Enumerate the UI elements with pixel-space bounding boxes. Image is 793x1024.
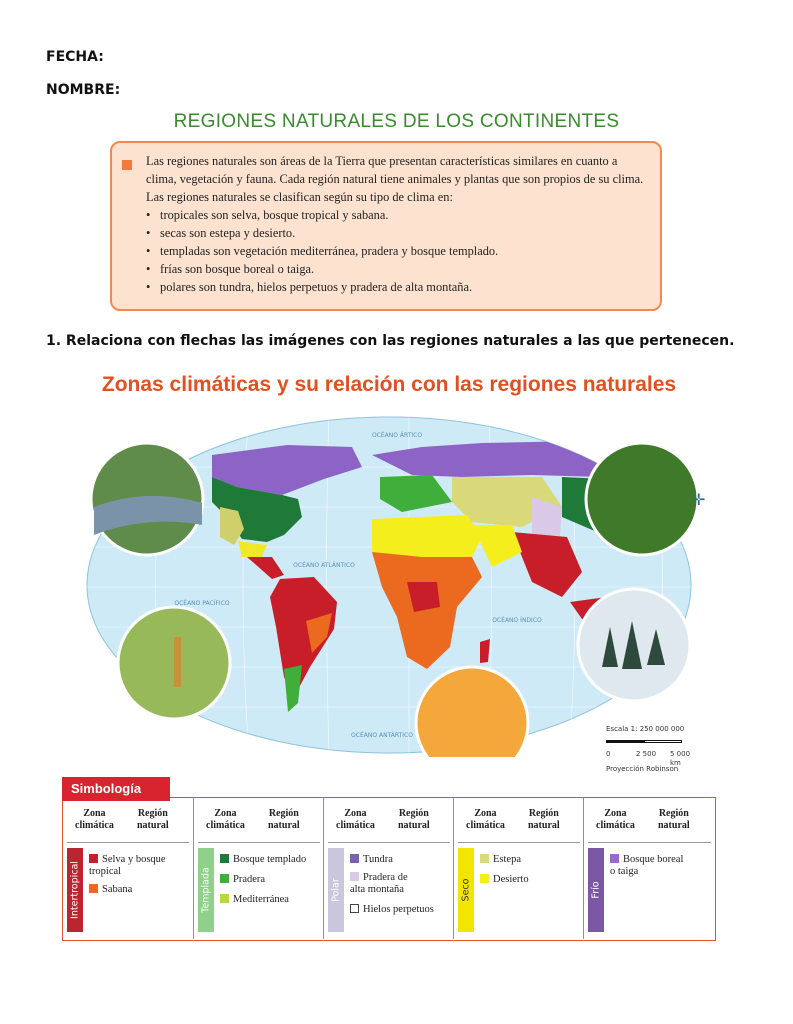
zone-bar-polar: Polar xyxy=(328,848,344,932)
swatch-desierto xyxy=(480,874,489,883)
info-paragraph: Las regiones naturales son áreas de la Tierra que presentan características similares en cuanto a clima, vegetación y fauna. Cada región natural tiene animales y plantas que son propios de su clima. Las regiones naturales se clasifican según su tipo de clima en: xyxy=(146,154,644,204)
region-header: Región natural xyxy=(658,808,690,831)
scale-title: Escala 1: 250 000 000 xyxy=(606,725,685,733)
page-title: REGIONES NATURALES DE LOS CONTINENTES xyxy=(173,111,620,132)
swatch-estepa xyxy=(480,854,489,863)
legend-item: Desierto xyxy=(480,874,529,886)
legend-item: Bosque boreal o taiga xyxy=(610,854,684,877)
map-figure xyxy=(62,367,716,941)
legend-column-intertropical xyxy=(63,798,193,939)
legend-item: Pradera de alta montaña xyxy=(350,872,408,895)
compass-icon: ✛ xyxy=(692,490,706,509)
swatch-sabana xyxy=(89,884,98,893)
legend-item: Pradera xyxy=(220,874,265,886)
projection-label: Proyección Robinson xyxy=(606,765,679,773)
swatch-bosque-boreal xyxy=(610,854,619,863)
legend-column-templada xyxy=(193,798,324,939)
ocean-label-antarctic: OCÉANO ANTÁRTICO xyxy=(351,732,413,739)
region-header: Región natural xyxy=(528,808,560,831)
map-heading: Zonas climáticas y su relación con las regiones naturales xyxy=(101,373,677,396)
zona-header: Zona climática xyxy=(206,808,245,831)
sahara xyxy=(372,515,482,557)
ocean-label-arctic: OCÉANO ÁRTICO xyxy=(371,432,423,439)
ocean-label-indian: OCÉANO ÍNDICO xyxy=(492,617,542,624)
zone-bar-seco: Seco xyxy=(458,848,474,932)
info-bullet: • secas son estepa y desierto. xyxy=(146,224,650,242)
zone-bar-intertropical: Intertropical xyxy=(67,848,83,932)
swatch-selva xyxy=(89,854,98,863)
legend-column-polar xyxy=(323,798,454,939)
swatch-pradera xyxy=(220,874,229,883)
scale-box xyxy=(606,725,702,774)
zona-header: Zona climática xyxy=(75,808,114,831)
info-bullet: • tropicales son selva, bosque tropical y sabana. xyxy=(146,206,650,224)
zone-bar-templada: Templada xyxy=(198,848,214,932)
legend-item: Hielos perpetuos xyxy=(350,904,434,916)
swatch-pradera-alta-montana xyxy=(350,872,359,881)
scale-bar xyxy=(606,736,682,748)
zona-header: Zona climática xyxy=(466,808,505,831)
legend-table xyxy=(62,797,716,941)
legend-item: Selva y bosque tropical xyxy=(89,854,166,877)
info-bullet: • templadas son vegetación mediterránea, pradera y bosque templado. xyxy=(146,242,650,260)
photo-tropical-forest xyxy=(586,443,698,555)
info-box xyxy=(110,141,662,311)
zone-bar-frio: Frío xyxy=(588,848,604,932)
scale-tick: 2 500 xyxy=(636,750,657,758)
region-header: Región natural xyxy=(137,808,169,831)
legend-item: Tundra xyxy=(350,854,393,866)
legend-column-seco xyxy=(453,798,584,939)
fecha-label: FECHA: xyxy=(46,49,104,65)
region-header: Región natural xyxy=(268,808,300,831)
zona-header: Zona climática xyxy=(336,808,375,831)
legend-item: Estepa xyxy=(480,854,521,866)
legend-item: Mediterránea xyxy=(220,894,289,906)
swatch-bosque-templado xyxy=(220,854,229,863)
swatch-tundra xyxy=(350,854,359,863)
ocean-label-pacific: OCÉANO PACÍFICO xyxy=(174,600,230,607)
world-map xyxy=(62,407,716,757)
legend-item: Bosque templado xyxy=(220,854,306,866)
scale-tick: 5 000 km xyxy=(670,750,691,767)
question-1: 1. Relaciona con flechas las imágenes con las regiones naturales a las que pertenecen. xyxy=(46,333,735,349)
info-list xyxy=(146,206,650,296)
info-bullet: • polares son tundra, hielos perpetuos y pradera de alta montaña. xyxy=(146,278,650,296)
region-header: Región natural xyxy=(398,808,430,831)
ocean-label-atlantic: OCÉANO ATLÁNTICO xyxy=(293,562,355,569)
symbology xyxy=(62,777,716,941)
legend-item: Sabana xyxy=(89,884,132,896)
zona-header: Zona climática xyxy=(596,808,635,831)
info-bullet: • frías son bosque boreal o taiga. xyxy=(146,260,650,278)
nombre-label: NOMBRE: xyxy=(46,82,121,98)
swatch-hielos-perpetuos xyxy=(350,904,359,913)
scale-tick: 0 xyxy=(606,750,611,758)
swatch-mediterranea xyxy=(220,894,229,903)
giraffe-icon xyxy=(174,637,181,687)
orange-square-icon xyxy=(122,160,132,170)
legend-column-frio xyxy=(583,798,715,939)
symbology-tab: Simbología xyxy=(62,777,170,801)
